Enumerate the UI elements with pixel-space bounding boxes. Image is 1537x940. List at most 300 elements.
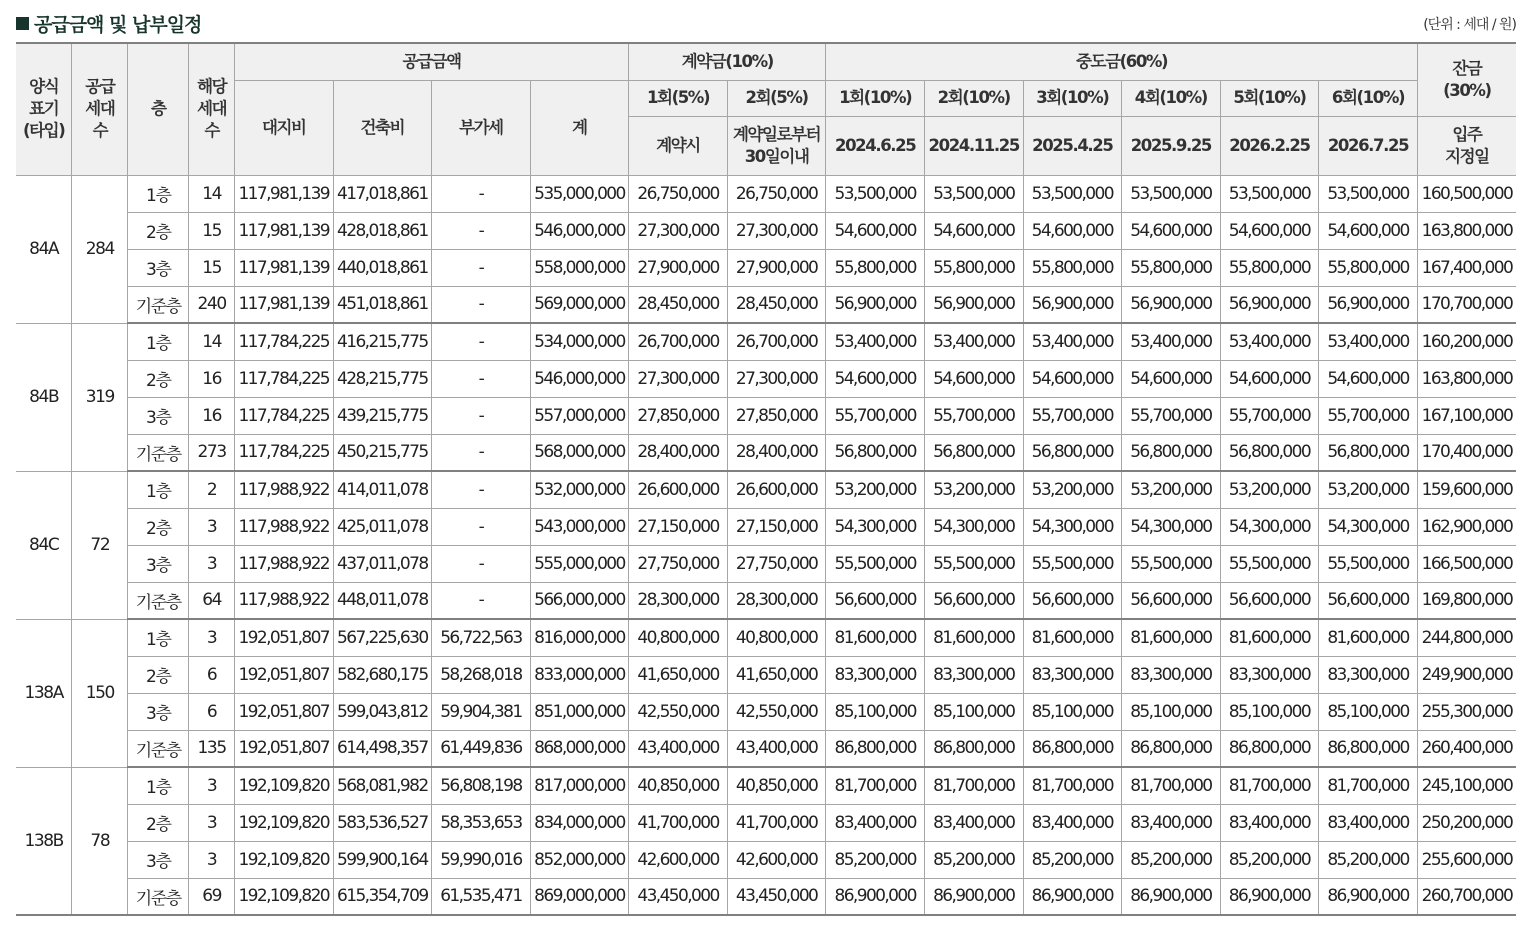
- middle-6-cell: 83,400,000: [1319, 804, 1418, 841]
- middle-3-cell: 55,700,000: [1023, 397, 1122, 434]
- table-row: [16, 471, 1516, 508]
- middle-4-cell: 81,700,000: [1122, 767, 1221, 804]
- middle-1-cell: 85,100,000: [826, 693, 925, 730]
- middle-4-cell: 81,600,000: [1122, 619, 1221, 656]
- middle-3-cell: 85,200,000: [1023, 841, 1122, 878]
- contract-2-cell: 27,900,000: [727, 249, 826, 286]
- contract-2-cell: 40,800,000: [727, 619, 826, 656]
- floor-cell: 기준층: [128, 434, 189, 471]
- table-row: [16, 508, 1516, 545]
- middle-4-cell: 86,800,000: [1122, 730, 1221, 767]
- middle-5-cell: 56,600,000: [1220, 582, 1319, 619]
- contract-1-cell: 28,400,000: [629, 434, 728, 471]
- total-cell: 816,000,000: [530, 619, 629, 656]
- vat-cell: 58,268,018: [432, 656, 531, 693]
- col-contract-2-when: 계약일로부터 30일이내: [727, 116, 826, 175]
- middle-3-cell: 55,500,000: [1023, 545, 1122, 582]
- col-middle: 중도금(60%): [826, 43, 1417, 80]
- contract-1-cell: 27,900,000: [629, 249, 728, 286]
- middle-3-cell: 83,300,000: [1023, 656, 1122, 693]
- building-cell: 448,011,078: [333, 582, 432, 619]
- floor-cell: 기준층: [128, 878, 189, 915]
- land-cell: 117,981,139: [234, 249, 333, 286]
- contract-1-cell: 43,400,000: [629, 730, 728, 767]
- building-cell: 416,215,775: [333, 323, 432, 360]
- middle-4-cell: 56,900,000: [1122, 286, 1221, 323]
- land-cell: 117,981,139: [234, 212, 333, 249]
- vat-cell: -: [432, 397, 531, 434]
- middle-5-cell: 86,800,000: [1220, 730, 1319, 767]
- col-middle-5-date: 2026.2.25: [1220, 116, 1319, 175]
- middle-4-cell: 53,400,000: [1122, 323, 1221, 360]
- vat-cell: 56,808,198: [432, 767, 531, 804]
- floor-cell: 3층: [128, 693, 189, 730]
- middle-2-cell: 85,200,000: [924, 841, 1023, 878]
- col-contract-1: 1회(5%): [629, 80, 728, 116]
- middle-6-cell: 53,500,000: [1319, 175, 1418, 212]
- middle-3-cell: 81,600,000: [1023, 619, 1122, 656]
- middle-5-cell: 56,800,000: [1220, 434, 1319, 471]
- land-cell: 192,051,807: [234, 656, 333, 693]
- building-cell: 615,354,709: [333, 878, 432, 915]
- balance-cell: 163,800,000: [1417, 212, 1516, 249]
- balance-cell: 162,900,000: [1417, 508, 1516, 545]
- balance-cell: 260,700,000: [1417, 878, 1516, 915]
- middle-6-cell: 54,300,000: [1319, 508, 1418, 545]
- col-middle-6: 6회(10%): [1319, 80, 1418, 116]
- col-middle-3: 3회(10%): [1023, 80, 1122, 116]
- middle-1-cell: 83,400,000: [826, 804, 925, 841]
- building-cell: 583,536,527: [333, 804, 432, 841]
- contract-1-cell: 43,450,000: [629, 878, 728, 915]
- land-cell: 117,981,139: [234, 175, 333, 212]
- table-row: [16, 323, 1516, 360]
- middle-4-cell: 55,500,000: [1122, 545, 1221, 582]
- middle-5-cell: 53,400,000: [1220, 323, 1319, 360]
- total-cell: 532,000,000: [530, 471, 629, 508]
- middle-4-cell: 53,200,000: [1122, 471, 1221, 508]
- floor-cell: 2층: [128, 360, 189, 397]
- square-bullet-icon: [16, 17, 29, 30]
- middle-1-cell: 85,200,000: [826, 841, 925, 878]
- table-row: [16, 619, 1516, 656]
- land-cell: 117,784,225: [234, 360, 333, 397]
- col-supply-price: 공급금액: [234, 43, 628, 80]
- vat-cell: -: [432, 286, 531, 323]
- land-cell: 192,051,807: [234, 619, 333, 656]
- table-row: [16, 286, 1516, 323]
- floor-cell: 3층: [128, 397, 189, 434]
- middle-6-cell: 86,900,000: [1319, 878, 1418, 915]
- middle-2-cell: 83,400,000: [924, 804, 1023, 841]
- supply-units-cell: 319: [72, 323, 128, 471]
- middle-6-cell: 85,100,000: [1319, 693, 1418, 730]
- contract-1-cell: 26,700,000: [629, 323, 728, 360]
- total-cell: 555,000,000: [530, 545, 629, 582]
- middle-1-cell: 54,600,000: [826, 212, 925, 249]
- middle-3-cell: 54,600,000: [1023, 360, 1122, 397]
- middle-2-cell: 54,300,000: [924, 508, 1023, 545]
- type-cell: 84A: [16, 175, 72, 323]
- middle-6-cell: 86,800,000: [1319, 730, 1418, 767]
- supply-units-cell: 72: [72, 471, 128, 619]
- contract-1-cell: 27,300,000: [629, 212, 728, 249]
- total-cell: 546,000,000: [530, 212, 629, 249]
- units-cell: 240: [189, 286, 235, 323]
- building-cell: 568,081,982: [333, 767, 432, 804]
- contract-1-cell: 40,850,000: [629, 767, 728, 804]
- contract-1-cell: 41,700,000: [629, 804, 728, 841]
- middle-3-cell: 56,800,000: [1023, 434, 1122, 471]
- col-floor: 층: [128, 43, 189, 175]
- middle-2-cell: 56,800,000: [924, 434, 1023, 471]
- col-type: 양식 표기 (타입): [16, 43, 72, 175]
- total-cell: 817,000,000: [530, 767, 629, 804]
- building-cell: 599,043,812: [333, 693, 432, 730]
- middle-6-cell: 53,400,000: [1319, 323, 1418, 360]
- floor-cell: 3층: [128, 545, 189, 582]
- middle-6-cell: 55,500,000: [1319, 545, 1418, 582]
- middle-2-cell: 54,600,000: [924, 360, 1023, 397]
- middle-2-cell: 55,800,000: [924, 249, 1023, 286]
- land-cell: 192,109,820: [234, 804, 333, 841]
- total-cell: 569,000,000: [530, 286, 629, 323]
- middle-5-cell: 55,700,000: [1220, 397, 1319, 434]
- table-row: [16, 582, 1516, 619]
- middle-5-cell: 53,200,000: [1220, 471, 1319, 508]
- col-building: 건축비: [333, 80, 432, 175]
- building-cell: 567,225,630: [333, 619, 432, 656]
- contract-1-cell: 40,800,000: [629, 619, 728, 656]
- land-cell: 192,051,807: [234, 730, 333, 767]
- vat-cell: 59,904,381: [432, 693, 531, 730]
- middle-3-cell: 54,600,000: [1023, 212, 1122, 249]
- middle-4-cell: 53,500,000: [1122, 175, 1221, 212]
- middle-4-cell: 56,600,000: [1122, 582, 1221, 619]
- total-cell: 543,000,000: [530, 508, 629, 545]
- middle-2-cell: 53,500,000: [924, 175, 1023, 212]
- land-cell: 117,988,922: [234, 582, 333, 619]
- floor-cell: 3층: [128, 841, 189, 878]
- units-cell: 3: [189, 545, 235, 582]
- middle-2-cell: 55,500,000: [924, 545, 1023, 582]
- vat-cell: 59,990,016: [432, 841, 531, 878]
- land-cell: 117,988,922: [234, 545, 333, 582]
- balance-cell: 260,400,000: [1417, 730, 1516, 767]
- middle-2-cell: 55,700,000: [924, 397, 1023, 434]
- middle-6-cell: 56,800,000: [1319, 434, 1418, 471]
- middle-2-cell: 83,300,000: [924, 656, 1023, 693]
- middle-5-cell: 85,100,000: [1220, 693, 1319, 730]
- units-cell: 64: [189, 582, 235, 619]
- balance-cell: 245,100,000: [1417, 767, 1516, 804]
- total-cell: 558,000,000: [530, 249, 629, 286]
- middle-5-cell: 55,800,000: [1220, 249, 1319, 286]
- floor-cell: 1층: [128, 175, 189, 212]
- middle-5-cell: 81,600,000: [1220, 619, 1319, 656]
- table-row: [16, 545, 1516, 582]
- col-middle-6-date: 2026.7.25: [1319, 116, 1418, 175]
- middle-5-cell: 85,200,000: [1220, 841, 1319, 878]
- vat-cell: -: [432, 582, 531, 619]
- middle-2-cell: 56,900,000: [924, 286, 1023, 323]
- middle-3-cell: 54,300,000: [1023, 508, 1122, 545]
- col-units: 해당 세대 수: [189, 43, 235, 175]
- vat-cell: -: [432, 471, 531, 508]
- contract-2-cell: 28,300,000: [727, 582, 826, 619]
- middle-2-cell: 54,600,000: [924, 212, 1023, 249]
- contract-2-cell: 40,850,000: [727, 767, 826, 804]
- col-middle-2: 2회(10%): [924, 80, 1023, 116]
- building-cell: 450,215,775: [333, 434, 432, 471]
- middle-2-cell: 56,600,000: [924, 582, 1023, 619]
- table-row: [16, 693, 1516, 730]
- middle-6-cell: 55,700,000: [1319, 397, 1418, 434]
- middle-1-cell: 55,500,000: [826, 545, 925, 582]
- middle-2-cell: 86,800,000: [924, 730, 1023, 767]
- total-cell: 546,000,000: [530, 360, 629, 397]
- units-cell: 16: [189, 397, 235, 434]
- balance-cell: 160,200,000: [1417, 323, 1516, 360]
- contract-1-cell: 27,750,000: [629, 545, 728, 582]
- type-cell: 138B: [16, 767, 72, 915]
- middle-2-cell: 53,400,000: [924, 323, 1023, 360]
- col-middle-4: 4회(10%): [1122, 80, 1221, 116]
- middle-3-cell: 81,700,000: [1023, 767, 1122, 804]
- units-cell: 6: [189, 656, 235, 693]
- supply-units-cell: 150: [72, 619, 128, 767]
- balance-cell: 169,800,000: [1417, 582, 1516, 619]
- middle-4-cell: 54,600,000: [1122, 212, 1221, 249]
- contract-2-cell: 43,450,000: [727, 878, 826, 915]
- middle-3-cell: 53,200,000: [1023, 471, 1122, 508]
- middle-1-cell: 55,800,000: [826, 249, 925, 286]
- units-cell: 3: [189, 619, 235, 656]
- middle-6-cell: 85,200,000: [1319, 841, 1418, 878]
- table-row: [16, 360, 1516, 397]
- floor-cell: 1층: [128, 767, 189, 804]
- middle-1-cell: 86,900,000: [826, 878, 925, 915]
- floor-cell: 기준층: [128, 730, 189, 767]
- contract-1-cell: 27,850,000: [629, 397, 728, 434]
- total-cell: 834,000,000: [530, 804, 629, 841]
- middle-5-cell: 56,900,000: [1220, 286, 1319, 323]
- middle-1-cell: 86,800,000: [826, 730, 925, 767]
- contract-2-cell: 26,700,000: [727, 323, 826, 360]
- contract-2-cell: 27,150,000: [727, 508, 826, 545]
- type-cell: 84B: [16, 323, 72, 471]
- building-cell: 582,680,175: [333, 656, 432, 693]
- middle-1-cell: 54,600,000: [826, 360, 925, 397]
- middle-6-cell: 81,600,000: [1319, 619, 1418, 656]
- total-cell: 534,000,000: [530, 323, 629, 360]
- type-cell: 84C: [16, 471, 72, 619]
- floor-cell: 2층: [128, 804, 189, 841]
- section-title-text: 공급금액 및 납부일정: [34, 14, 202, 36]
- col-contract: 계약금(10%): [629, 43, 826, 80]
- land-cell: 192,109,820: [234, 878, 333, 915]
- building-cell: 599,900,164: [333, 841, 432, 878]
- land-cell: 117,784,225: [234, 323, 333, 360]
- vat-cell: 61,535,471: [432, 878, 531, 915]
- vat-cell: -: [432, 249, 531, 286]
- contract-1-cell: 26,750,000: [629, 175, 728, 212]
- middle-4-cell: 83,300,000: [1122, 656, 1221, 693]
- supply-price-table: [16, 42, 1516, 916]
- middle-5-cell: 83,400,000: [1220, 804, 1319, 841]
- col-middle-1: 1회(10%): [826, 80, 925, 116]
- vat-cell: -: [432, 175, 531, 212]
- contract-1-cell: 41,650,000: [629, 656, 728, 693]
- section-title: [16, 10, 201, 37]
- middle-6-cell: 54,600,000: [1319, 360, 1418, 397]
- contract-2-cell: 43,400,000: [727, 730, 826, 767]
- contract-2-cell: 27,300,000: [727, 212, 826, 249]
- units-cell: 135: [189, 730, 235, 767]
- middle-4-cell: 85,200,000: [1122, 841, 1221, 878]
- vat-cell: 58,353,653: [432, 804, 531, 841]
- total-cell: 557,000,000: [530, 397, 629, 434]
- middle-3-cell: 86,900,000: [1023, 878, 1122, 915]
- vat-cell: -: [432, 508, 531, 545]
- balance-cell: 250,200,000: [1417, 804, 1516, 841]
- contract-1-cell: 27,300,000: [629, 360, 728, 397]
- col-supply-units: 공급 세대 수: [72, 43, 128, 175]
- middle-3-cell: 86,800,000: [1023, 730, 1122, 767]
- balance-cell: 166,500,000: [1417, 545, 1516, 582]
- land-cell: 117,981,139: [234, 286, 333, 323]
- floor-cell: 3층: [128, 249, 189, 286]
- building-cell: 414,011,078: [333, 471, 432, 508]
- floor-cell: 1층: [128, 471, 189, 508]
- middle-4-cell: 55,800,000: [1122, 249, 1221, 286]
- table-body: [16, 175, 1516, 915]
- supply-units-cell: 284: [72, 175, 128, 323]
- col-balance: 잔금 (30%): [1417, 43, 1516, 116]
- building-cell: 437,011,078: [333, 545, 432, 582]
- building-cell: 451,018,861: [333, 286, 432, 323]
- middle-1-cell: 53,200,000: [826, 471, 925, 508]
- contract-2-cell: 41,650,000: [727, 656, 826, 693]
- middle-3-cell: 55,800,000: [1023, 249, 1122, 286]
- middle-5-cell: 81,700,000: [1220, 767, 1319, 804]
- units-cell: 2: [189, 471, 235, 508]
- total-cell: 852,000,000: [530, 841, 629, 878]
- middle-2-cell: 86,900,000: [924, 878, 1023, 915]
- total-cell: 566,000,000: [530, 582, 629, 619]
- middle-6-cell: 53,200,000: [1319, 471, 1418, 508]
- table-row: [16, 249, 1516, 286]
- supply-units-cell: 78: [72, 767, 128, 915]
- middle-6-cell: 81,700,000: [1319, 767, 1418, 804]
- table-row: [16, 767, 1516, 804]
- units-cell: 3: [189, 841, 235, 878]
- building-cell: 440,018,861: [333, 249, 432, 286]
- contract-2-cell: 27,750,000: [727, 545, 826, 582]
- middle-5-cell: 54,600,000: [1220, 212, 1319, 249]
- middle-1-cell: 54,300,000: [826, 508, 925, 545]
- unit-note: (단위 : 세대 / 원): [1423, 17, 1516, 33]
- vat-cell: -: [432, 545, 531, 582]
- contract-1-cell: 28,450,000: [629, 286, 728, 323]
- units-cell: 273: [189, 434, 235, 471]
- table-row: [16, 434, 1516, 471]
- vat-cell: 56,722,563: [432, 619, 531, 656]
- middle-1-cell: 55,700,000: [826, 397, 925, 434]
- units-cell: 15: [189, 212, 235, 249]
- middle-5-cell: 55,500,000: [1220, 545, 1319, 582]
- table-header-row: [16, 8, 1516, 38]
- contract-2-cell: 27,300,000: [727, 360, 826, 397]
- floor-cell: 기준층: [128, 286, 189, 323]
- contract-2-cell: 42,550,000: [727, 693, 826, 730]
- floor-cell: 기준층: [128, 582, 189, 619]
- contract-1-cell: 26,600,000: [629, 471, 728, 508]
- floor-cell: 1층: [128, 323, 189, 360]
- balance-cell: 159,600,000: [1417, 471, 1516, 508]
- middle-4-cell: 55,700,000: [1122, 397, 1221, 434]
- land-cell: 117,988,922: [234, 508, 333, 545]
- table-row: [16, 730, 1516, 767]
- middle-2-cell: 81,600,000: [924, 619, 1023, 656]
- middle-4-cell: 86,900,000: [1122, 878, 1221, 915]
- total-cell: 535,000,000: [530, 175, 629, 212]
- vat-cell: -: [432, 360, 531, 397]
- middle-5-cell: 83,300,000: [1220, 656, 1319, 693]
- middle-3-cell: 56,600,000: [1023, 582, 1122, 619]
- vat-cell: -: [432, 434, 531, 471]
- balance-cell: 167,400,000: [1417, 249, 1516, 286]
- building-cell: 428,215,775: [333, 360, 432, 397]
- balance-cell: 160,500,000: [1417, 175, 1516, 212]
- middle-3-cell: 53,500,000: [1023, 175, 1122, 212]
- vat-cell: -: [432, 212, 531, 249]
- balance-cell: 255,300,000: [1417, 693, 1516, 730]
- contract-1-cell: 42,550,000: [629, 693, 728, 730]
- building-cell: 425,011,078: [333, 508, 432, 545]
- units-cell: 69: [189, 878, 235, 915]
- col-balance-when: 입주 지정일: [1417, 116, 1516, 175]
- middle-2-cell: 81,700,000: [924, 767, 1023, 804]
- floor-cell: 1층: [128, 619, 189, 656]
- building-cell: 428,018,861: [333, 212, 432, 249]
- middle-3-cell: 85,100,000: [1023, 693, 1122, 730]
- contract-2-cell: 26,600,000: [727, 471, 826, 508]
- table-row: [16, 804, 1516, 841]
- middle-3-cell: 56,900,000: [1023, 286, 1122, 323]
- balance-cell: 244,800,000: [1417, 619, 1516, 656]
- middle-5-cell: 86,900,000: [1220, 878, 1319, 915]
- middle-1-cell: 53,500,000: [826, 175, 925, 212]
- land-cell: 117,784,225: [234, 397, 333, 434]
- middle-6-cell: 83,300,000: [1319, 656, 1418, 693]
- units-cell: 16: [189, 360, 235, 397]
- units-cell: 14: [189, 323, 235, 360]
- balance-cell: 170,400,000: [1417, 434, 1516, 471]
- contract-2-cell: 27,850,000: [727, 397, 826, 434]
- middle-4-cell: 56,800,000: [1122, 434, 1221, 471]
- total-cell: 868,000,000: [530, 730, 629, 767]
- col-middle-3-date: 2025.4.25: [1023, 116, 1122, 175]
- middle-5-cell: 54,300,000: [1220, 508, 1319, 545]
- table-row: [16, 656, 1516, 693]
- middle-1-cell: 56,800,000: [826, 434, 925, 471]
- col-contract-2: 2회(5%): [727, 80, 826, 116]
- total-cell: 869,000,000: [530, 878, 629, 915]
- col-land: 대지비: [234, 80, 333, 175]
- middle-1-cell: 81,600,000: [826, 619, 925, 656]
- middle-6-cell: 54,600,000: [1319, 212, 1418, 249]
